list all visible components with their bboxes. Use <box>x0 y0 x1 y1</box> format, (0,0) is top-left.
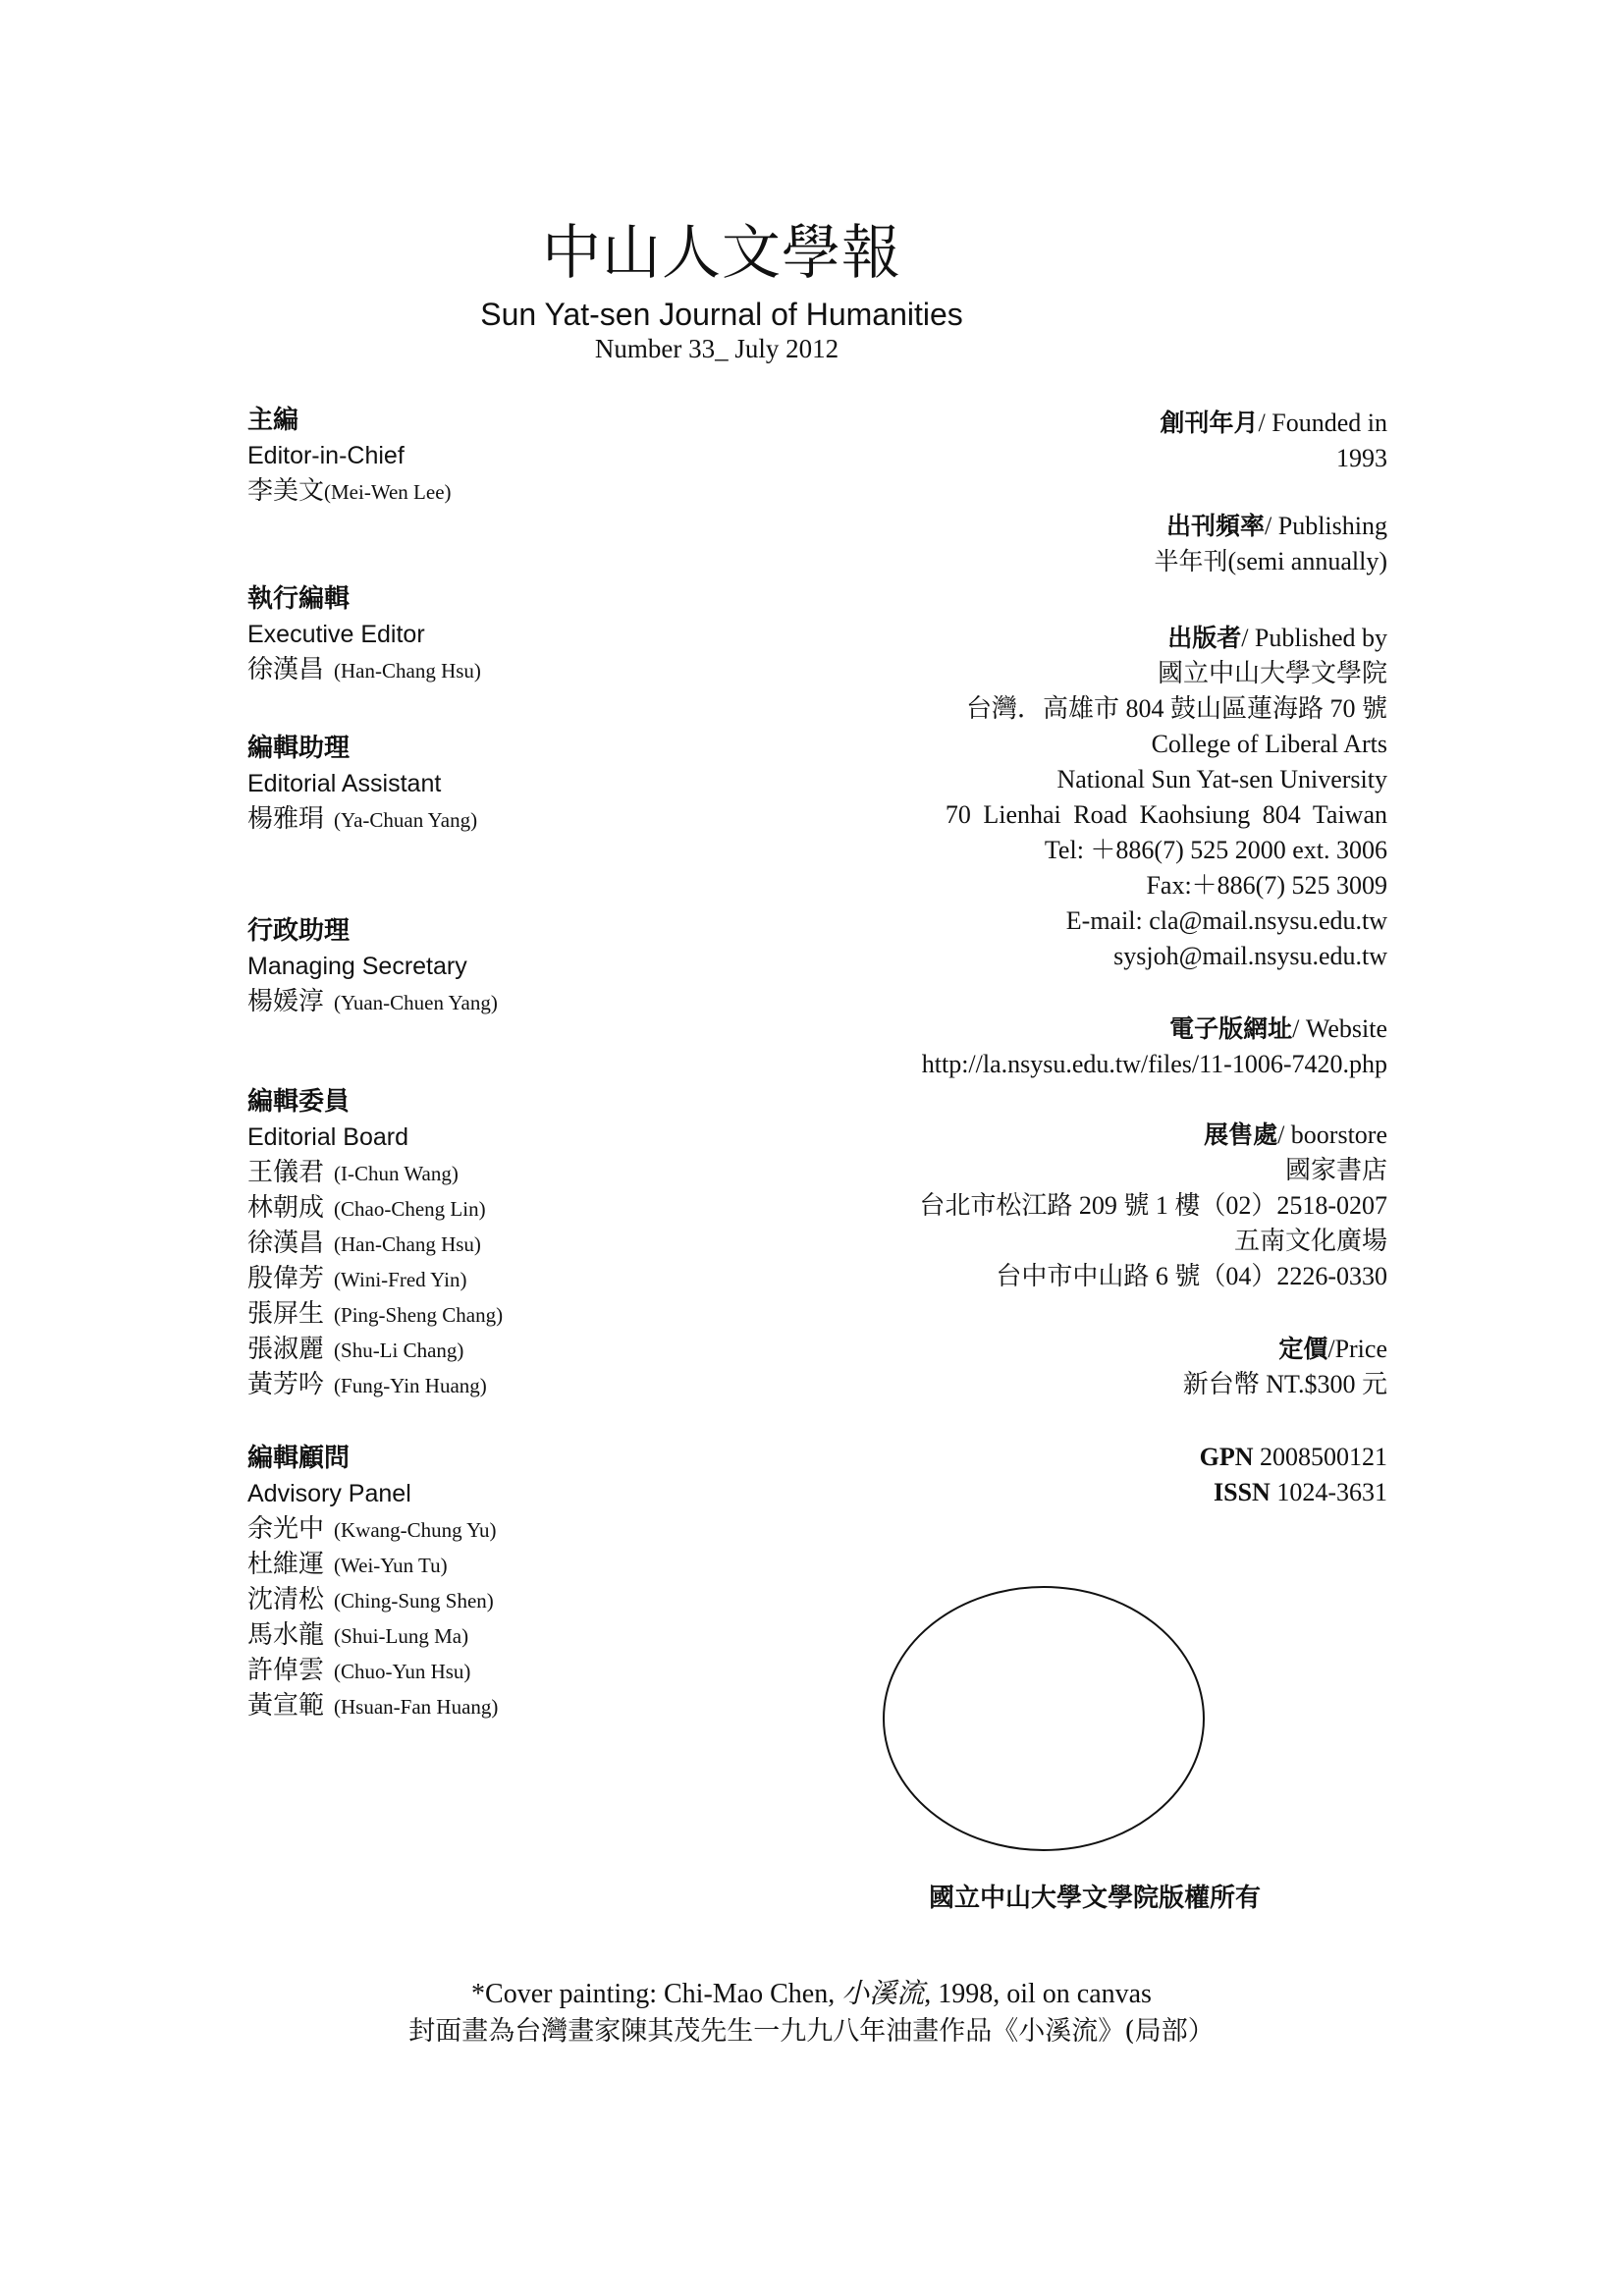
journal-title-en: Sun Yat-sen Journal of Humanities <box>480 297 963 332</box>
person-name-en: (Ching-Sung Shen) <box>334 1589 494 1613</box>
publisher-email-link[interactable]: sysjoh@mail.nsysu.edu.tw <box>1113 942 1387 970</box>
managing-secretary-section <box>247 913 498 1019</box>
person-name-en: (Shu-Li Chang) <box>334 1339 464 1362</box>
frequency-value-en: (semi annually) <box>1227 547 1387 575</box>
person-entry <box>247 1547 498 1582</box>
publisher-fax: Fax:＋886(7) 525 3009 <box>1146 871 1387 900</box>
cover-credit-suffix: , 1998, oil on canvas <box>924 1979 1152 2009</box>
person-entry <box>247 1653 498 1688</box>
gpn-value: 2008500121 <box>1260 1443 1387 1471</box>
person-name-en: (Ya-Chuan Yang) <box>334 808 478 832</box>
frequency-section <box>504 509 1387 579</box>
person-entry <box>247 984 498 1019</box>
editorial-board-section <box>247 1084 503 1402</box>
bookstore-name: 國家書店 <box>1284 1156 1387 1184</box>
cover-credit-en <box>0 1972 1623 2011</box>
website-label-zh: 電子版網址 <box>1169 1014 1293 1043</box>
section-heading-zh: 編輯委員 <box>247 1087 351 1117</box>
person-name-en: (Mei-Wen Lee) <box>324 480 452 504</box>
copyright-notice: 國立中山大學文學院版權所有 <box>928 1884 1261 1913</box>
journal-title-zh: 中山人文學報 <box>542 219 901 288</box>
cover-credit-prefix: *Cover painting: Chi-Mao Chen, <box>471 1979 836 2009</box>
advisory-panel-section <box>247 1441 498 1723</box>
person-name-zh: 王儀君 <box>247 1158 325 1187</box>
person-entry <box>247 1617 498 1653</box>
section-heading-en: Editorial Board <box>247 1123 408 1151</box>
cover-painting-title: 小溪流 <box>841 1977 925 2009</box>
price-label-en: /Price <box>1327 1335 1387 1363</box>
person-name-zh: 沈清松 <box>247 1585 325 1614</box>
person-name-en: (Han-Chang Hsu) <box>334 659 481 683</box>
person-name-en: (Wini-Fred Yin) <box>334 1268 467 1291</box>
seal-outline <box>881 1584 1207 1853</box>
section-heading-zh: 執行編輯 <box>247 584 351 614</box>
person-entry <box>247 1332 503 1367</box>
founded-label-zh: 創刊年月 <box>1160 409 1259 437</box>
section-heading-zh: 編輯顧問 <box>247 1444 351 1473</box>
bookstore-address: 台中市中山路 6 號（04）2226-0330 <box>996 1262 1387 1290</box>
issue-number: Number 33_ July 2012 <box>594 334 839 363</box>
price-value: 新台幣 NT.$300 元 <box>1182 1370 1387 1398</box>
person-entry <box>247 652 481 687</box>
frequency-value-zh: 半年刊 <box>1154 547 1228 575</box>
identifiers-section <box>504 1440 1387 1510</box>
section-heading-en: Editorial Assistant <box>247 770 442 797</box>
person-entry <box>247 801 477 837</box>
person-entry <box>247 1367 503 1402</box>
publisher-address-zh: 台灣．高雄市 804 鼓山區蓮海路 70 號 <box>965 694 1387 723</box>
founded-section <box>504 406 1387 476</box>
person-name-en: (Han-Chang Hsu) <box>334 1232 481 1256</box>
bookstore-name: 五南文化廣場 <box>1233 1227 1387 1255</box>
section-heading-en: Editor-in-Chief <box>247 442 405 469</box>
founded-label-en: / Founded in <box>1258 409 1387 437</box>
founded-year: 1993 <box>1336 444 1387 472</box>
person-name-en: (Ping-Sheng Chang) <box>334 1303 504 1327</box>
gpn-label: GPN <box>1199 1443 1254 1471</box>
person-name-zh: 黃宣範 <box>247 1691 325 1721</box>
publisher-university-en: National Sun Yat-sen University <box>1056 765 1387 793</box>
person-name-zh: 楊雅琄 <box>247 804 325 834</box>
publisher-label-en: / Published by <box>1241 624 1387 652</box>
person-entry <box>247 1190 503 1226</box>
person-entry <box>247 1226 503 1261</box>
section-heading-zh: 行政助理 <box>247 916 351 946</box>
person-entry <box>247 1261 503 1296</box>
person-name-zh: 張淑麗 <box>247 1335 325 1364</box>
issn-value: 1024-3631 <box>1276 1478 1387 1506</box>
section-heading-en: Executive Editor <box>247 621 425 648</box>
publisher-tel: Tel: ＋886(7) 525 2000 ext. 3006 <box>1044 836 1387 864</box>
person-name-en: (Chuo-Yun Hsu) <box>334 1660 471 1683</box>
person-entry <box>247 1582 498 1617</box>
bookstore-address: 台北市松江路 209 號 1 樓（02）2518-0207 <box>919 1191 1387 1220</box>
bookstore-label-zh: 展售處 <box>1204 1121 1278 1149</box>
person-name-zh: 余光中 <box>247 1514 325 1544</box>
publisher-org-zh: 國立中山大學文學院 <box>1157 659 1387 687</box>
publisher-section <box>504 621 1387 974</box>
frequency-label-en: / Publishing <box>1265 512 1387 540</box>
person-name-zh: 許倬雲 <box>247 1656 325 1685</box>
person-entry <box>247 473 452 509</box>
bookstore-section <box>504 1118 1387 1294</box>
person-name-zh: 杜維運 <box>247 1550 325 1579</box>
section-heading-zh: 編輯助理 <box>247 734 351 763</box>
person-entry <box>247 1511 498 1547</box>
person-name-en: (I-Chun Wang) <box>334 1162 459 1185</box>
person-name-zh: 馬水龍 <box>247 1620 325 1650</box>
editorial-assistant-section <box>247 731 477 837</box>
frequency-label-zh: 出刊頻率 <box>1166 512 1266 540</box>
person-name-en: (Yuan-Chuen Yang) <box>334 991 498 1014</box>
publisher-address-en: 70 Lienhai Road Kaohsiung 804 Taiwan <box>945 800 1387 829</box>
person-name-en: (Fung-Yin Huang) <box>334 1374 487 1397</box>
person-name-en: (Wei-Yun Tu) <box>334 1554 448 1577</box>
website-section <box>504 1011 1387 1082</box>
cover-credit-zh: 封面畫為台灣畫家陳其茂先生一九九八年油畫作品《小溪流》(局部） <box>408 2016 1215 2047</box>
person-entry <box>247 1296 503 1332</box>
publisher-email-link[interactable]: E-mail: cla@mail.nsysu.edu.tw <box>1065 906 1387 935</box>
person-name-en: (Shui-Lung Ma) <box>334 1624 469 1648</box>
person-name-en: (Hsuan-Fan Huang) <box>334 1695 499 1719</box>
publisher-label-zh: 出版者 <box>1167 624 1242 652</box>
person-name-en: (Kwang-Chung Yu) <box>334 1518 497 1542</box>
person-name-zh: 黃芳吟 <box>247 1370 325 1399</box>
person-name-zh: 殷偉芳 <box>247 1264 325 1293</box>
person-name-zh: 楊媛淳 <box>247 987 325 1016</box>
person-name-en: (Chao-Cheng Lin) <box>334 1197 486 1221</box>
section-heading-en: Managing Secretary <box>247 953 467 980</box>
editor-in-chief-section <box>247 403 452 509</box>
issn-label: ISSN <box>1214 1478 1271 1506</box>
person-entry <box>247 1155 503 1190</box>
website-link[interactable]: http://la.nsysu.edu.tw/files/11-1006-7420.php <box>921 1050 1387 1078</box>
person-name-zh: 李美文 <box>247 476 325 506</box>
person-name-zh: 徐漢昌 <box>247 655 325 684</box>
bookstore-label-en: / boorstore <box>1277 1121 1387 1149</box>
price-label-zh: 定價 <box>1278 1335 1328 1363</box>
person-name-zh: 林朝成 <box>247 1193 325 1223</box>
person-name-zh: 徐漢昌 <box>247 1229 325 1258</box>
person-entry <box>247 1688 498 1723</box>
publisher-college-en: College of Liberal Arts <box>1151 730 1387 758</box>
section-heading-en: Advisory Panel <box>247 1480 411 1507</box>
person-name-zh: 張屏生 <box>247 1299 325 1329</box>
website-label-en: / Website <box>1292 1014 1387 1043</box>
price-section <box>504 1332 1387 1402</box>
executive-editor-section <box>247 581 481 687</box>
section-heading-zh: 主編 <box>247 406 299 435</box>
